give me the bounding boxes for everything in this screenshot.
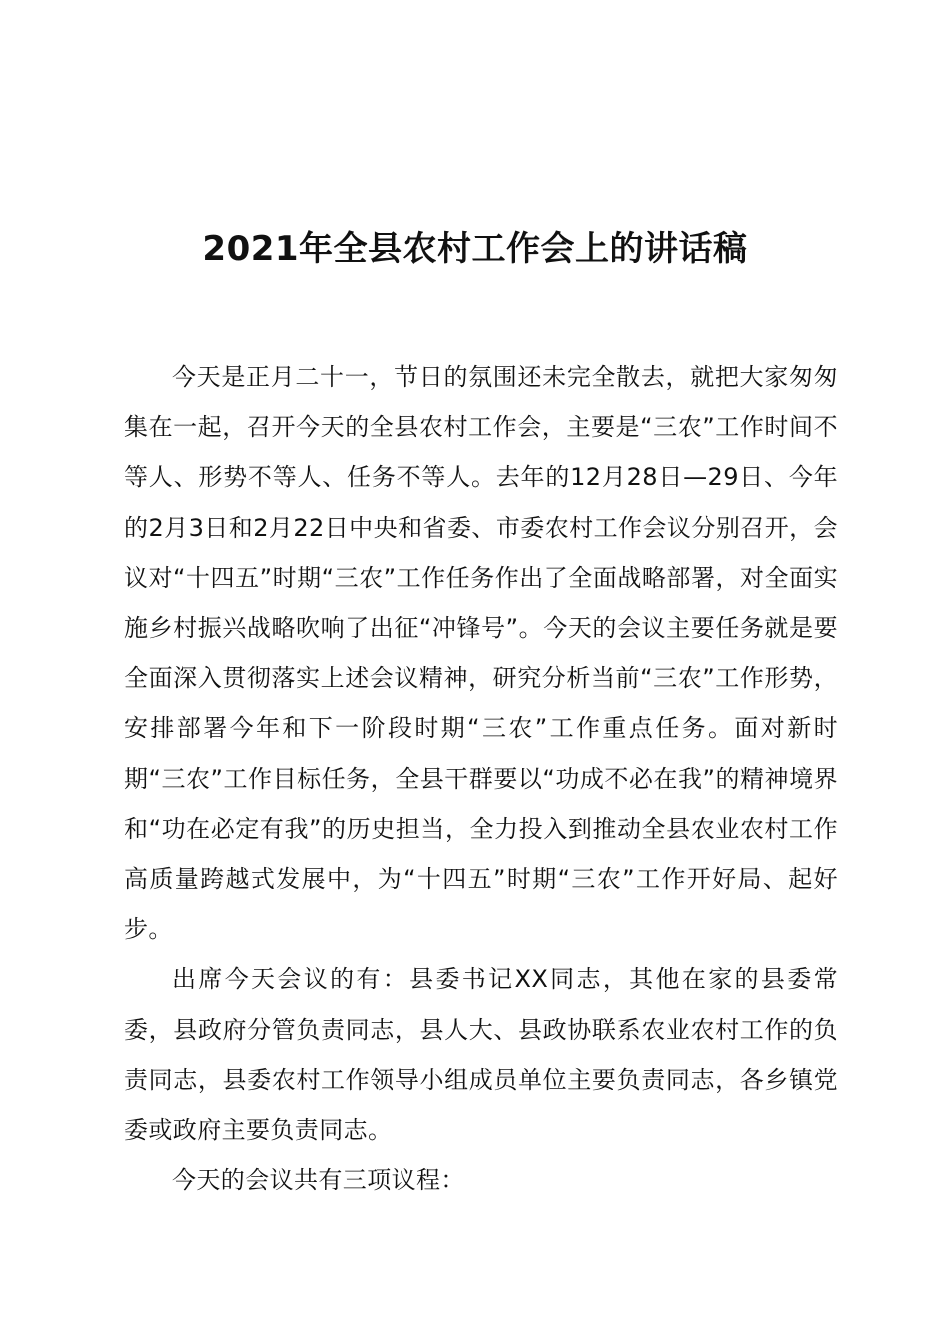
document-title: 2021年全县农村工作会上的讲话稿 [202,229,748,269]
paragraph-opening: 今天是正月二十一，节日的氛围还未完全散去，就把大家匆匆集在一起，召开今天的全县农村工作会，主要是“三农”工作时间不等人、形势不等人、任务不等人。去年的12月28日—29日、今年的2月3日和2月22日中央和省委、市委农村工作会议分别召开，会议对“十四五”时期“三农”工作任务作出了全面战略部署，对全面实施乡村振兴战略吹响了出征“冲锋号”。今天的会议主要任务就是要全面深入贯彻落实上述会议精神，研究分析当前“三农”工作形势，安排部署今年和下一阶段时期“三农”工作重点任务。面对新时期“三农”工作目标任务，全县干群要以“功成不必在我”的精神境界和“功在必定有我”的历史担当，全力投入到推动全县农业农村工作高质量跨越式发展中，为“十四五”时期“三农”工作开好局、起好步。 [124,363,838,944]
document-body [124,352,838,1205]
paragraph-agenda: 今天的会议共有三项议程： [172,1166,465,1195]
paragraph-attendees: 出席今天会议的有：县委书记XX同志，其他在家的县委常委，县政府分管负责同志，县人大、县政协联系农业农村工作的负责同志，县委农村工作领导小组成员单位主要负责同志，各乡镇党委或政府主要负责同志。 [124,965,838,1145]
